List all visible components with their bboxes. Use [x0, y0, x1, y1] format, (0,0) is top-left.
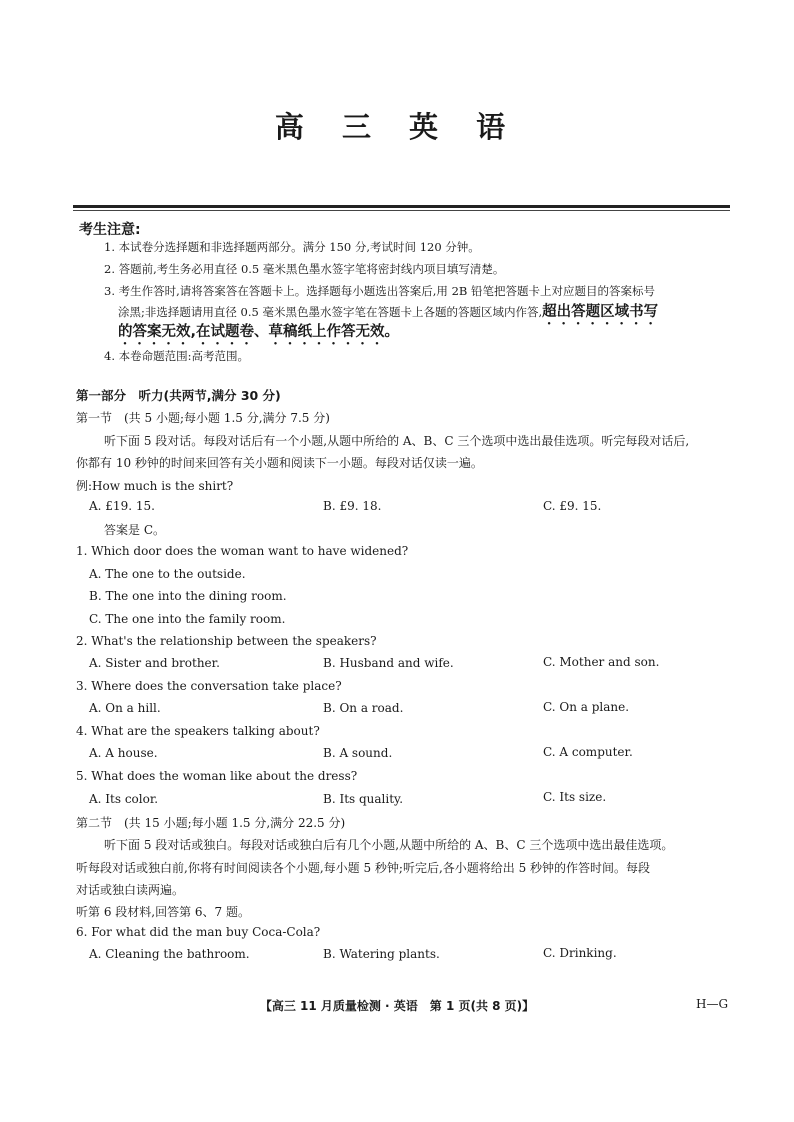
material-6-instruction: 听第 6 段材料,回答第 6、7 题。	[76, 905, 250, 919]
question-5-option-a: A. Its color.	[89, 792, 159, 806]
question-1-option-c: C. The one into the family room.	[89, 612, 286, 626]
notice-item-1: 1. 本试卷分选择题和非选择题两部分。满分 150 分,考试时间 120 分钟。	[104, 240, 480, 254]
question-3-option-b: B. On a road.	[323, 701, 404, 715]
question-1-option-a: A. The one to the outside.	[89, 567, 246, 581]
section1-heading: 第一节 (共 5 小题;每小题 1.5 分,满分 7.5 分)	[76, 411, 330, 425]
notice-item-3-text: 涂黑;非选择题请用直径 0.5 毫米黑色墨水签字笔在答题卡上各题的答题区域内作答,	[118, 305, 543, 319]
question-3: 3. Where does the conversation take place?	[76, 679, 342, 693]
question-1-option-b: B. The one into the dining room.	[89, 589, 287, 603]
question-5-option-c: C. Its size.	[543, 790, 607, 804]
question-2-option-a: A. Sister and brother.	[89, 656, 220, 670]
section2-heading: 第二节 (共 15 小题;每小题 1.5 分,满分 22.5 分)	[76, 816, 346, 830]
example-option-b: B. £9. 18.	[323, 499, 382, 513]
question-5-option-b: B. Its quality.	[323, 792, 404, 806]
section1-instructions-1: 听下面 5 段对话。每段对话后有一个小题,从题中所给的 A、B、C 三个选项中选出最佳选项。听完每段对话后,	[104, 434, 690, 448]
notice-item-3-line-3	[118, 324, 399, 348]
section2-instructions-2: 听每段对话或独白前,你将有时间阅读各个小题,每小题 5 秒钟;听完后,各小题将给出 5 秒钟的作答时间。每段	[76, 861, 651, 875]
notice-heading: 考生注意:	[79, 222, 141, 238]
question-3-option-c: C. On a plane.	[543, 700, 630, 714]
question-3-option-a: A. On a hill.	[89, 701, 161, 715]
notice-emphasis-1: 超出答题区域书写	[542, 304, 659, 320]
question-4-option-a: A. A house.	[89, 746, 158, 760]
notice-item-2: 2. 答题前,考生务必用直径 0.5 毫米黑色墨水签字笔将密封线内项目填写清楚。	[104, 262, 505, 276]
notice-item-4: 4. 本卷命题范围:高考范围。	[104, 349, 250, 363]
question-6: 6. For what did the man buy Coca-Cola?	[76, 925, 321, 939]
page-footer: 【高三 11 月质量检测 · 英语 第 1 页(共 8 页)】	[259, 999, 535, 1013]
section2-instructions-3: 对话或独白读两遍。	[76, 883, 185, 897]
question-2-option-b: B. Husband and wife.	[323, 656, 454, 670]
question-4: 4. What are the speakers talking about?	[76, 724, 320, 738]
question-6-option-b: B. Watering plants.	[323, 947, 440, 961]
question-6-option-a: A. Cleaning the bathroom.	[89, 947, 250, 961]
example-question: 例:How much is the shirt?	[76, 479, 234, 493]
question-4-option-b: B. A sound.	[323, 746, 393, 760]
example-option-c: C. £9. 15.	[543, 499, 602, 513]
section1-instructions-2: 你都有 10 秒钟的时间来回答有关小题和阅读下一小题。每段对话仅读一遍。	[76, 456, 483, 470]
question-2: 2. What's the relationship between the speakers?	[76, 634, 377, 648]
footer-code: H—G	[696, 997, 729, 1011]
part1-heading: 第一部分 听力(共两节,满分 30 分)	[76, 388, 281, 403]
question-6-option-c: C. Drinking.	[543, 946, 617, 960]
example-option-a: A. £19. 15.	[89, 499, 155, 513]
section2-instructions-1: 听下面 5 段对话或独白。每段对话或独白后有几个小题,从题中所给的 A、B、C 三个选项中选出最佳选项。	[104, 838, 674, 852]
question-4-option-c: C. A computer.	[543, 745, 633, 759]
notice-item-3-line-1: 3. 考生作答时,请将答案答在答题卡上。选择题每小题选出答案后,用 2B 铅笔把答题卡上对应题目的答案标号	[104, 284, 656, 298]
question-1: 1. Which door does the woman want to have widened?	[76, 544, 409, 558]
notice-emphasis-2: 的答案无效,在试题卷、草稿纸上作答无效。	[118, 324, 400, 340]
header-rule-thin	[73, 210, 730, 211]
question-5: 5. What does the woman like about the dress?	[76, 769, 358, 783]
example-answer: 答案是 C。	[104, 523, 165, 537]
exam-title: 高 三 英 语	[274, 110, 520, 144]
question-2-option-c: C. Mother and son.	[543, 655, 660, 669]
header-rule-thick	[73, 205, 730, 208]
